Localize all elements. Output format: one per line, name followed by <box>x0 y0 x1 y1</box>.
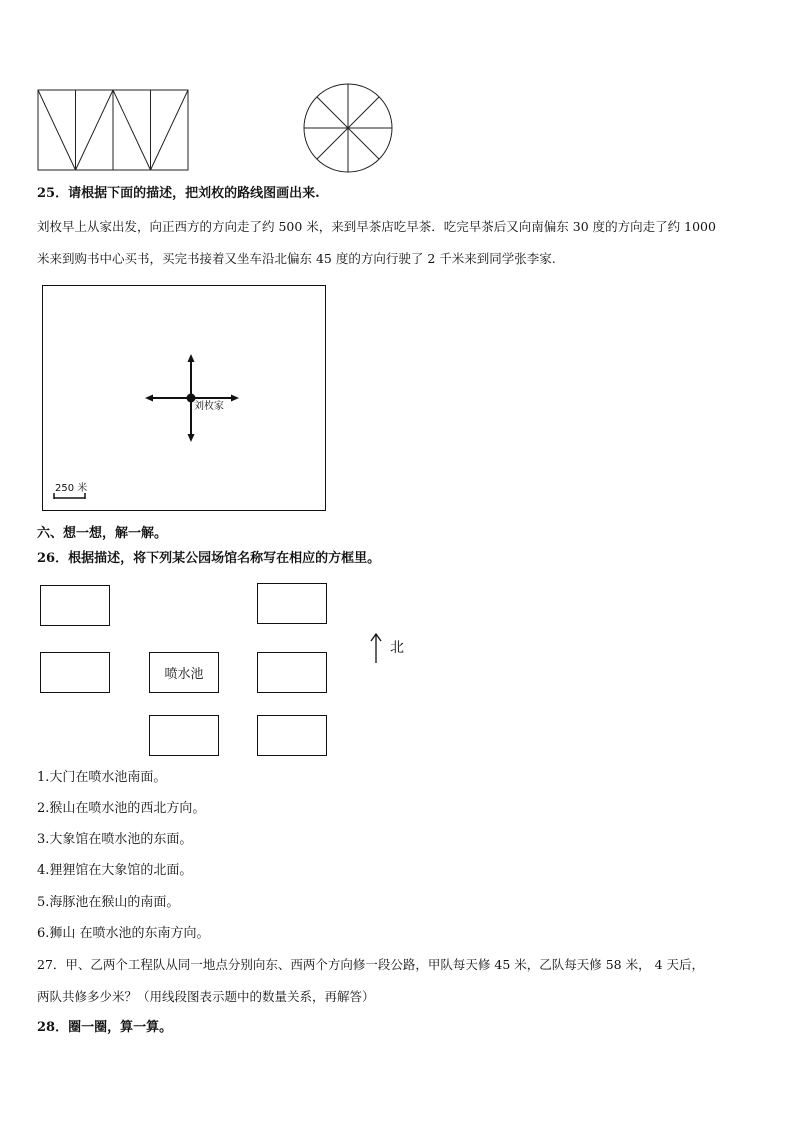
home-label: 刘枚家 <box>194 401 224 412</box>
north-arrow-icon <box>369 632 383 664</box>
q26-title: 26．根据描述，将下列某公园场馆名称写在相应的方框里。 <box>37 551 381 566</box>
venue-box-east[interactable] <box>257 652 327 693</box>
q25-text-line2: 米来到购书中心买书，买完书接着又坐车沿北偏东 45 度的方向行驶了 2 千米来到同学张李家. <box>37 251 556 266</box>
q27-text-line2: 两队共修多少米？（用线段图表示题中的数量关系，再解答） <box>37 989 375 1004</box>
clue-2: 2.猴山在喷水池的西北方向。 <box>37 801 206 816</box>
clue-4: 4.狸狸馆在大象馆的北面。 <box>37 863 193 878</box>
q27-text-line1: 27．甲、乙两个工程队从同一地点分别向东、西两个方向修一段公路，甲队每天修 45 米，乙队每天修 58 米， 4 天后， <box>37 957 705 972</box>
divided-circle-figure <box>300 83 396 173</box>
q25-text-line1: 刘枚早上从家出发，向正西方的方向走了约 500 米，来到早茶店吃早茶．吃完早茶后又向南偏东 30 度的方向走了约 1000 <box>37 219 716 234</box>
north-label: 北 <box>390 640 404 656</box>
scale-bar <box>53 492 87 500</box>
venue-box-southeast[interactable] <box>257 715 327 756</box>
route-map-frame <box>42 285 326 511</box>
clue-3: 3.大象馆在喷水池的东面。 <box>37 832 193 847</box>
venue-box-west[interactable] <box>40 652 110 693</box>
q28-title: 28．圈一圈，算一算。 <box>37 1020 173 1035</box>
venue-box-south[interactable] <box>149 715 219 756</box>
scale-label: 250 米 <box>55 483 88 494</box>
clue-6: 6.狮山 在喷水池的东南方向。 <box>37 926 210 941</box>
divided-rectangle-figure <box>36 88 192 172</box>
clue-5: 5.海豚池在猴山的南面。 <box>37 895 180 910</box>
q25-title: 25．请根据下面的描述，把刘枚的路线图画出来. <box>37 186 320 201</box>
venue-box-northwest[interactable] <box>40 585 110 626</box>
section-six-title: 六、想一想，解一解。 <box>37 526 168 541</box>
venue-box-northeast[interactable] <box>257 583 327 624</box>
fountain-box: 喷水池 <box>149 652 219 693</box>
clue-1: 1.大门在喷水池南面。 <box>37 770 167 785</box>
compass-cross-icon <box>143 354 243 444</box>
